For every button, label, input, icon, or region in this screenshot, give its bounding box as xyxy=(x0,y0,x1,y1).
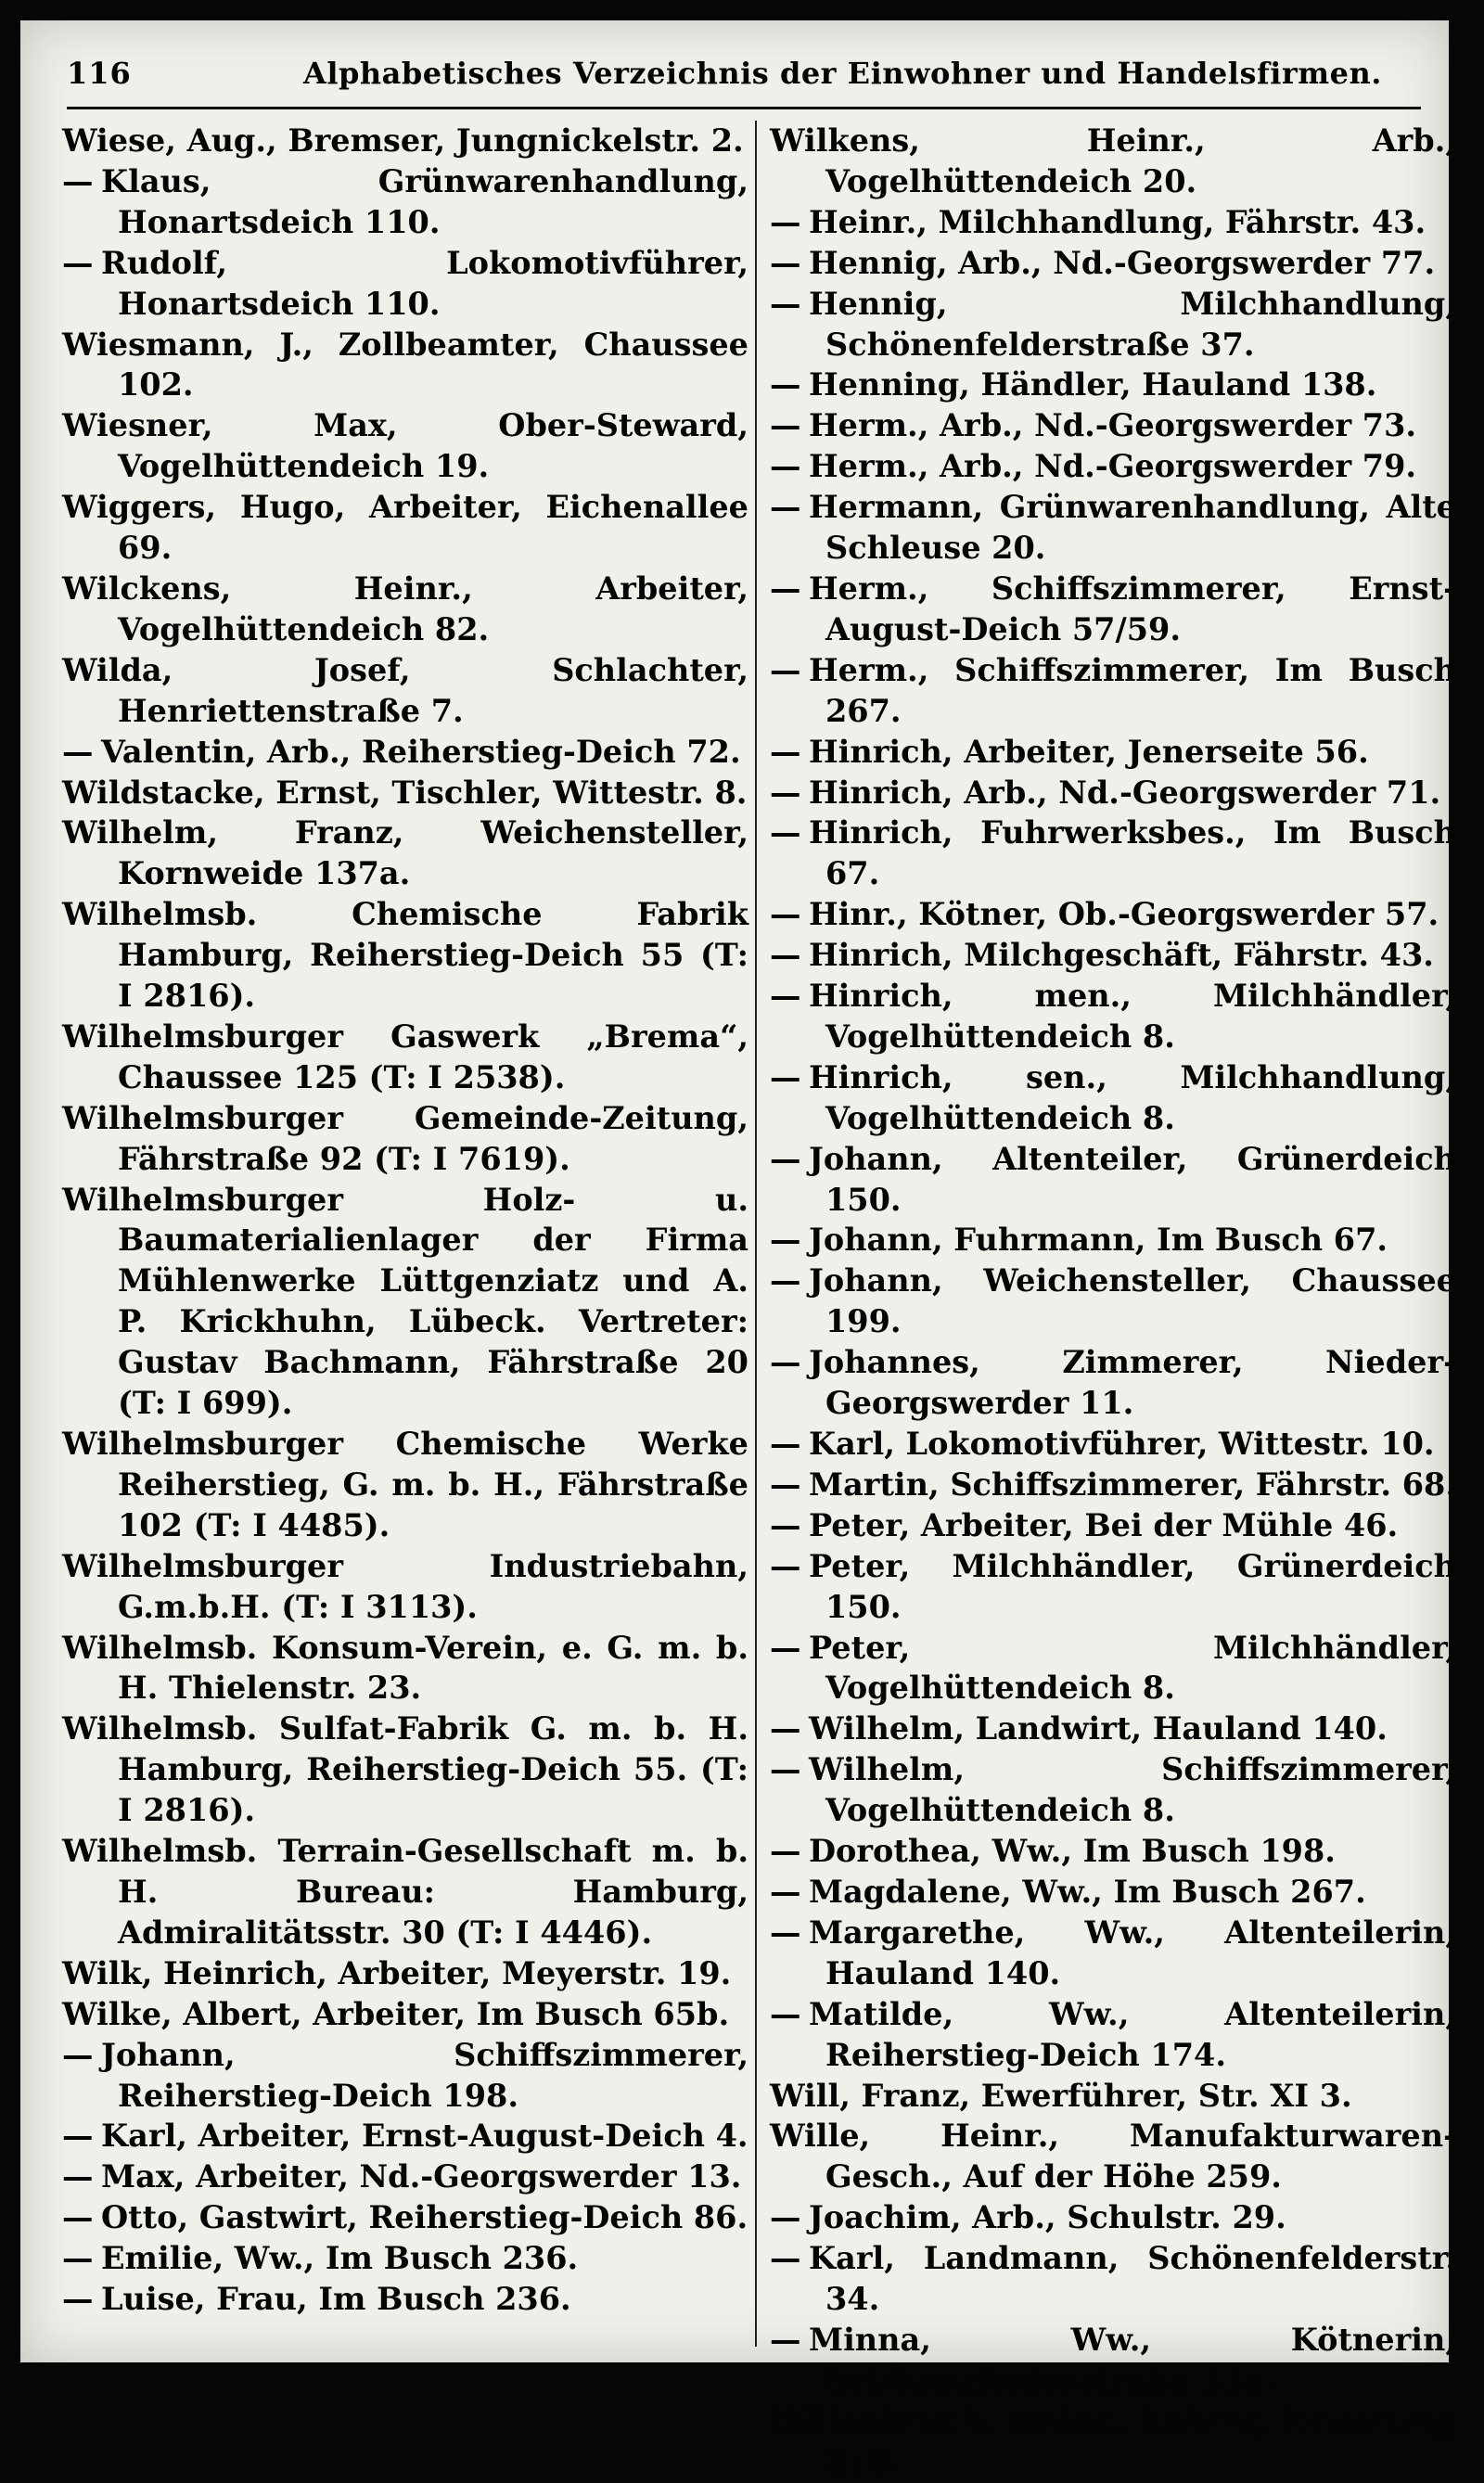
directory-entry xyxy=(62,1546,748,1628)
repeat-dash: — xyxy=(62,2281,94,2318)
entry-text xyxy=(62,2238,748,2279)
entry-text xyxy=(62,243,748,325)
entry-text xyxy=(770,1465,1456,1505)
entry-value: Margarethe, Ww., Altenteilerin, Hauland 140. xyxy=(809,1913,1456,1991)
directory-entry xyxy=(770,2197,1456,2238)
directory-entry xyxy=(770,1424,1456,1465)
entry-text xyxy=(770,2238,1456,2320)
entry-value: Dorothea, Ww., Im Busch 198. xyxy=(809,1833,1336,1870)
repeat-dash: — xyxy=(770,1913,801,1951)
entry-text xyxy=(62,1994,748,2035)
entry-value: Hinrich, Arb., Nd.-Georgswerder 71. xyxy=(809,774,1441,811)
directory-entry xyxy=(770,1994,1456,2076)
directory-entry xyxy=(770,894,1456,935)
entry-value: Johann, Weichensteller, Chaussee 199. xyxy=(809,1262,1456,1340)
entry-value: Wilhelm, Franz, Weichensteller, Kornweide 137a. xyxy=(62,814,748,892)
entry-text xyxy=(62,1546,748,1628)
repeat-dash: — xyxy=(770,366,801,403)
directory-entry xyxy=(770,487,1456,569)
entry-text xyxy=(770,243,1456,284)
entry-value: Wilhelmsburger Chemische Werke Reiherstieg, G. m. b. H., Fährstraße 102 (T: I 4485). xyxy=(62,1426,748,1543)
repeat-dash: — xyxy=(770,1465,801,1503)
repeat-dash: — xyxy=(770,1873,801,1910)
repeat-dash: — xyxy=(770,733,801,770)
entry-text xyxy=(770,1831,1456,1872)
entry-value: Klaus, Grünwarenhandlung, Honartsdeich 110. xyxy=(101,162,748,240)
entry-text xyxy=(770,1913,1456,1994)
entry-value: Minna, Ww., Kötnerin, Schönenfelderstraße 33a. xyxy=(809,2321,1456,2399)
entry-text xyxy=(62,2279,748,2320)
entry-text xyxy=(770,569,1456,650)
repeat-dash: — xyxy=(770,1058,801,1095)
repeat-dash: — xyxy=(62,2240,94,2277)
repeat-dash: — xyxy=(770,244,801,281)
entry-text xyxy=(770,2197,1456,2238)
entry-text xyxy=(62,773,748,813)
entry-text xyxy=(770,365,1456,405)
entry-value: Wilhelmsb. Terrain-Gesellschaft m. b. H. Bureau: Hamburg, Admiralitätsstr. 30 (T: I 4446). xyxy=(62,1833,748,1951)
entry-value: Wiesner, Max, Ober-Steward, Vogelhüttendeich 19. xyxy=(62,407,748,485)
entry-value: Johann, Fuhrmann, Im Busch 67. xyxy=(809,1222,1388,1259)
repeat-dash: — xyxy=(62,2118,94,2155)
directory-entry xyxy=(62,2238,748,2279)
running-title: Alphabetisches Verzeichnis der Einwohner und Handelsfirmen. xyxy=(303,56,1382,91)
entry-text xyxy=(770,773,1456,813)
entry-text xyxy=(770,1261,1456,1342)
directory-entry xyxy=(770,1709,1456,1749)
directory-entry xyxy=(62,569,748,650)
entry-text xyxy=(62,2116,748,2157)
entry-value: Wildstacke, Ernst, Tischler, Wittestr. 8. xyxy=(62,774,748,811)
directory-entry xyxy=(770,1057,1456,1139)
entry-value: Wilk, Heinrich, Arbeiter, Meyerstr. 19. xyxy=(62,1954,732,1991)
entry-text xyxy=(62,487,748,569)
directory-entry xyxy=(770,2401,1456,2483)
repeat-dash: — xyxy=(770,570,801,607)
repeat-dash: — xyxy=(62,2036,94,2073)
directory-entry xyxy=(62,732,748,773)
entry-value: Martin, Schiffszimmerer, Fährstr. 68. xyxy=(809,1465,1456,1503)
directory-entry xyxy=(770,935,1456,976)
entry-text xyxy=(62,2035,748,2117)
entry-text xyxy=(62,1180,748,1424)
entry-text xyxy=(62,1953,748,1994)
repeat-dash: — xyxy=(62,244,94,281)
entry-text xyxy=(770,1546,1456,1628)
directory-entry xyxy=(770,569,1456,650)
entry-text xyxy=(770,487,1456,569)
entry-value: Wiesmann, J., Zollbeamter, Chaussee 102. xyxy=(62,326,748,403)
directory-entry xyxy=(770,1628,1456,1709)
directory-entry xyxy=(770,1505,1456,1546)
entry-text xyxy=(770,1872,1456,1913)
directory-entry xyxy=(62,894,748,1017)
directory-entry xyxy=(62,1098,748,1180)
entry-text xyxy=(770,813,1456,894)
entry-value: Heinr., Milchhandlung, Fährstr. 43. xyxy=(809,203,1426,240)
entry-text xyxy=(770,121,1456,202)
directory-entry xyxy=(770,446,1456,487)
entry-text xyxy=(770,894,1456,935)
directory-entry xyxy=(770,1465,1456,1505)
entry-value: Luise, Frau, Im Busch 236. xyxy=(101,2281,571,2318)
entry-value: Wille, Heinr., Manufakturwaren-Gesch., Auf der Höhe 259. xyxy=(770,2118,1456,2195)
entry-value: Karl, Lokomotivführer, Wittestr. 10. xyxy=(809,1426,1435,1462)
entry-value: Hinrich, sen., Milchhandlung, Vogelhüttendeich 8. xyxy=(809,1058,1456,1136)
directory-entry xyxy=(62,1953,748,1994)
repeat-dash: — xyxy=(770,896,801,933)
entry-text xyxy=(62,732,748,773)
entry-value: Magdalene, Ww., Im Busch 267. xyxy=(809,1873,1366,1910)
right-column xyxy=(770,121,1456,2483)
entry-text xyxy=(62,405,748,487)
entry-value: Hermann, Grünwarenhandlung, Alte Schleuse 20. xyxy=(809,489,1456,567)
repeat-dash: — xyxy=(770,2321,801,2358)
entry-text xyxy=(770,1505,1456,1546)
directory-entry xyxy=(770,2076,1456,2117)
entry-text xyxy=(62,1424,748,1546)
directory-entry xyxy=(62,243,748,325)
directory-entry xyxy=(62,1709,748,1831)
repeat-dash: — xyxy=(62,162,94,199)
entry-text xyxy=(770,1057,1456,1139)
directory-page xyxy=(20,20,1456,2480)
directory-entry xyxy=(770,1220,1456,1261)
entry-text xyxy=(62,325,748,406)
entry-value: Willenbruch, Heinr., Lehrer, Neuerweg 216. xyxy=(770,2402,1456,2480)
entry-text xyxy=(62,1831,748,1953)
directory-entry xyxy=(62,2035,748,2117)
entry-value: Herm., Arb., Nd.-Georgswerder 79. xyxy=(809,448,1417,485)
entry-value: Wilhelmsburger Gaswerk „Brema“, Chaussee 125 (T: I 2538). xyxy=(62,1018,748,1095)
entry-value: Will, Franz, Ewerführer, Str. XI 3. xyxy=(770,2077,1352,2114)
entry-text xyxy=(770,202,1456,243)
page-header xyxy=(67,46,1421,102)
directory-entry xyxy=(62,325,748,406)
repeat-dash: — xyxy=(770,1629,801,1666)
directory-entry xyxy=(770,773,1456,813)
entry-text xyxy=(62,2197,748,2238)
entry-value: Wilda, Josef, Schlachter, Henriettenstraße 7. xyxy=(62,651,748,729)
directory-entry xyxy=(770,1749,1456,1831)
repeat-dash: — xyxy=(770,1344,801,1381)
entry-value: Hinrich, Fuhrwerksbes., Im Busch 67. xyxy=(809,814,1456,892)
entry-value: Johann, Altenteiler, Grünerdeich 150. xyxy=(809,1140,1456,1218)
directory-entry xyxy=(770,284,1456,365)
directory-entry xyxy=(62,161,748,243)
repeat-dash: — xyxy=(770,2240,801,2277)
entry-value: Wilhelmsburger Holz- u. Baumaterialienlager der Firma Mühlenwerke Lüttgenziatz und A. P. Krickhuhn, Lübeck. Vertreter: Gustav Bachmann, Fährstraße 20 (T: I 699). xyxy=(62,1181,748,1422)
entry-value: Wilke, Albert, Arbeiter, Im Busch 65b. xyxy=(62,1995,730,2032)
entry-text xyxy=(770,650,1456,732)
directory-entry xyxy=(770,1872,1456,1913)
directory-entry xyxy=(770,2320,1456,2401)
repeat-dash: — xyxy=(62,733,94,770)
entry-value: Wilckens, Heinr., Arbeiter, Vogelhüttendeich 82. xyxy=(62,570,748,647)
entry-value: Karl, Arbeiter, Ernst-August-Deich 4. xyxy=(101,2118,748,2155)
directory-entry xyxy=(770,202,1456,243)
directory-entry xyxy=(62,1017,748,1098)
repeat-dash: — xyxy=(770,1995,801,2032)
entry-value: Hinrich, Arbeiter, Jenerseite 56. xyxy=(809,733,1369,770)
directory-entry xyxy=(770,976,1456,1057)
entry-value: Peter, Milchhändler, Grünerdeich 150. xyxy=(809,1547,1456,1625)
entry-value: Hennig, Milchhandlung, Schönenfelderstraße 37. xyxy=(809,285,1456,363)
repeat-dash: — xyxy=(770,2199,801,2236)
entry-text xyxy=(62,1098,748,1180)
entry-text xyxy=(770,976,1456,1057)
entry-value: Hinr., Kötner, Ob.-Georgswerder 57. xyxy=(809,896,1439,933)
entry-value: Rudolf, Lokomotivführer, Honartsdeich 110. xyxy=(101,244,748,322)
directory-entry xyxy=(62,650,748,732)
page-number: 116 xyxy=(67,56,132,91)
entry-value: Herm., Schiffszimmerer, Ernst-August-Deich 57/59. xyxy=(809,570,1456,647)
entry-value: Hinrich, Milchgeschäft, Fährstr. 43. xyxy=(809,937,1434,974)
directory-entry xyxy=(770,1831,1456,1872)
entry-text xyxy=(62,813,748,894)
repeat-dash: — xyxy=(770,1710,801,1747)
entry-text xyxy=(770,1749,1456,1831)
repeat-dash: — xyxy=(770,489,801,526)
entry-value: Herm., Arb., Nd.-Georgswerder 73. xyxy=(809,407,1417,444)
entry-text xyxy=(770,1709,1456,1749)
entry-value: Wilhelm, Schiffszimmerer, Vogelhüttendeich 8. xyxy=(809,1751,1456,1829)
header-rule xyxy=(67,107,1421,109)
entry-text xyxy=(770,2401,1456,2483)
repeat-dash: — xyxy=(770,1140,801,1177)
repeat-dash: — xyxy=(770,1506,801,1543)
entry-text xyxy=(62,1628,748,1709)
repeat-dash: — xyxy=(770,203,801,240)
entry-value: Johannes, Zimmerer, Nieder-Georgswerder 11. xyxy=(809,1344,1456,1422)
entry-text xyxy=(770,1424,1456,1465)
repeat-dash: — xyxy=(770,814,801,851)
directory-entry xyxy=(770,121,1456,202)
entry-value: Wilhelmsb. Konsum-Verein, e. G. m. b. H. Thielenstr. 23. xyxy=(62,1629,748,1707)
repeat-dash: — xyxy=(770,651,801,688)
column-divider xyxy=(755,121,757,2347)
directory-entry xyxy=(62,487,748,569)
repeat-dash: — xyxy=(770,1222,801,1259)
directory-entry xyxy=(770,243,1456,284)
directory-entry xyxy=(770,1139,1456,1221)
directory-entry xyxy=(770,1913,1456,1994)
entry-text xyxy=(62,1017,748,1098)
entry-text xyxy=(62,161,748,243)
entry-text xyxy=(770,732,1456,773)
entry-text xyxy=(770,2320,1456,2401)
directory-entry xyxy=(62,2157,748,2197)
directory-entry xyxy=(770,365,1456,405)
entry-text xyxy=(770,1342,1456,1424)
entry-value: Peter, Milchhändler, Vogelhüttendeich 8. xyxy=(809,1629,1456,1707)
entry-text xyxy=(770,1628,1456,1709)
directory-entry xyxy=(770,813,1456,894)
directory-entry xyxy=(770,1342,1456,1424)
entry-value: Emilie, Ww., Im Busch 236. xyxy=(101,2240,579,2277)
directory-entry xyxy=(62,1180,748,1424)
directory-entry xyxy=(62,773,748,813)
entry-text xyxy=(770,2076,1456,2117)
repeat-dash: — xyxy=(770,448,801,485)
entry-text xyxy=(770,1220,1456,1261)
entry-value: Hennig, Arb., Nd.-Georgswerder 77. xyxy=(809,244,1436,281)
entry-text xyxy=(62,1709,748,1831)
entry-text xyxy=(770,935,1456,976)
entry-text xyxy=(770,284,1456,365)
entry-value: Herm., Schiffszimmerer, Im Busch 267. xyxy=(809,651,1456,729)
repeat-dash: — xyxy=(770,1751,801,1788)
entry-value: Max, Arbeiter, Nd.-Georgswerder 13. xyxy=(101,2158,742,2195)
repeat-dash: — xyxy=(770,1426,801,1462)
entry-text xyxy=(770,1139,1456,1221)
entry-value: Johann, Schiffszimmerer, Reiherstieg-Deich 198. xyxy=(101,2036,748,2114)
repeat-dash: — xyxy=(770,978,801,1015)
repeat-dash: — xyxy=(770,285,801,322)
entry-value: Wilhelmsburger Industriebahn, G.m.b.H. (T: I 3113). xyxy=(62,1547,748,1625)
repeat-dash: — xyxy=(770,1262,801,1299)
directory-entry xyxy=(62,2197,748,2238)
entry-value: Wiese, Aug., Bremser, Jungnickelstr. 2. xyxy=(62,122,744,159)
entry-value: Wilhelmsburger Gemeinde-Zeitung, Fährstraße 92 (T: I 7619). xyxy=(62,1099,748,1177)
repeat-dash: — xyxy=(770,1547,801,1584)
directory-entry xyxy=(770,1546,1456,1628)
directory-entry xyxy=(770,732,1456,773)
entry-text xyxy=(62,121,748,161)
entry-text xyxy=(770,446,1456,487)
directory-entry xyxy=(62,1628,748,1709)
entry-value: Otto, Gastwirt, Reiherstieg-Deich 86. xyxy=(101,2199,748,2236)
directory-entry xyxy=(62,813,748,894)
directory-entry xyxy=(62,1424,748,1546)
repeat-dash: — xyxy=(62,2199,94,2236)
entry-value: Wiggers, Hugo, Arbeiter, Eichenallee 69. xyxy=(62,489,748,567)
entry-value: Joachim, Arb., Schulstr. 29. xyxy=(809,2199,1286,2236)
directory-entry xyxy=(770,2116,1456,2197)
entry-text xyxy=(62,894,748,1017)
entry-value: Wilkens, Heinr., Arb., Vogelhüttendeich 20. xyxy=(770,122,1456,199)
directory-entry xyxy=(62,405,748,487)
directory-entry xyxy=(62,2116,748,2157)
entry-text xyxy=(770,2116,1456,2197)
directory-entry xyxy=(770,405,1456,446)
entry-value: Wilhelm, Landwirt, Hauland 140. xyxy=(809,1710,1388,1747)
entry-value: Valentin, Arb., Reiherstieg-Deich 72. xyxy=(101,733,741,770)
repeat-dash: — xyxy=(770,1833,801,1870)
directory-entry xyxy=(770,1261,1456,1342)
entry-value: Karl, Landmann, Schönenfelderstr. 34. xyxy=(809,2240,1456,2318)
entry-text xyxy=(770,405,1456,446)
entry-text xyxy=(770,1994,1456,2076)
directory-entry xyxy=(62,2279,748,2320)
directory-entry xyxy=(770,2238,1456,2320)
entry-text xyxy=(62,569,748,650)
directory-entry xyxy=(62,1831,748,1953)
entry-text xyxy=(62,650,748,732)
entry-value: Henning, Händler, Hauland 138. xyxy=(809,366,1377,403)
left-column xyxy=(62,121,748,2320)
directory-entry xyxy=(62,121,748,161)
directory-entry xyxy=(62,1994,748,2035)
repeat-dash: — xyxy=(770,407,801,444)
repeat-dash: — xyxy=(770,937,801,974)
repeat-dash: — xyxy=(770,774,801,811)
entry-value: Wilhelmsb. Chemische Fabrik Hamburg, Reiherstieg-Deich 55 (T: I 2816). xyxy=(62,896,748,1015)
entry-text xyxy=(62,2157,748,2197)
entry-value: Wilhelmsb. Sulfat-Fabrik G. m. b. H. Hamburg, Reiherstieg-Deich 55. (T: I 2816). xyxy=(62,1710,748,1829)
repeat-dash: — xyxy=(62,2158,94,2195)
entry-value: Hinrich, men., Milchhändler, Vogelhüttendeich 8. xyxy=(809,978,1456,1055)
directory-entry xyxy=(770,650,1456,732)
entry-value: Matilde, Ww., Altenteilerin, Reiherstieg-Deich 174. xyxy=(809,1995,1456,2073)
entry-value: Peter, Arbeiter, Bei der Mühle 46. xyxy=(809,1506,1399,1543)
